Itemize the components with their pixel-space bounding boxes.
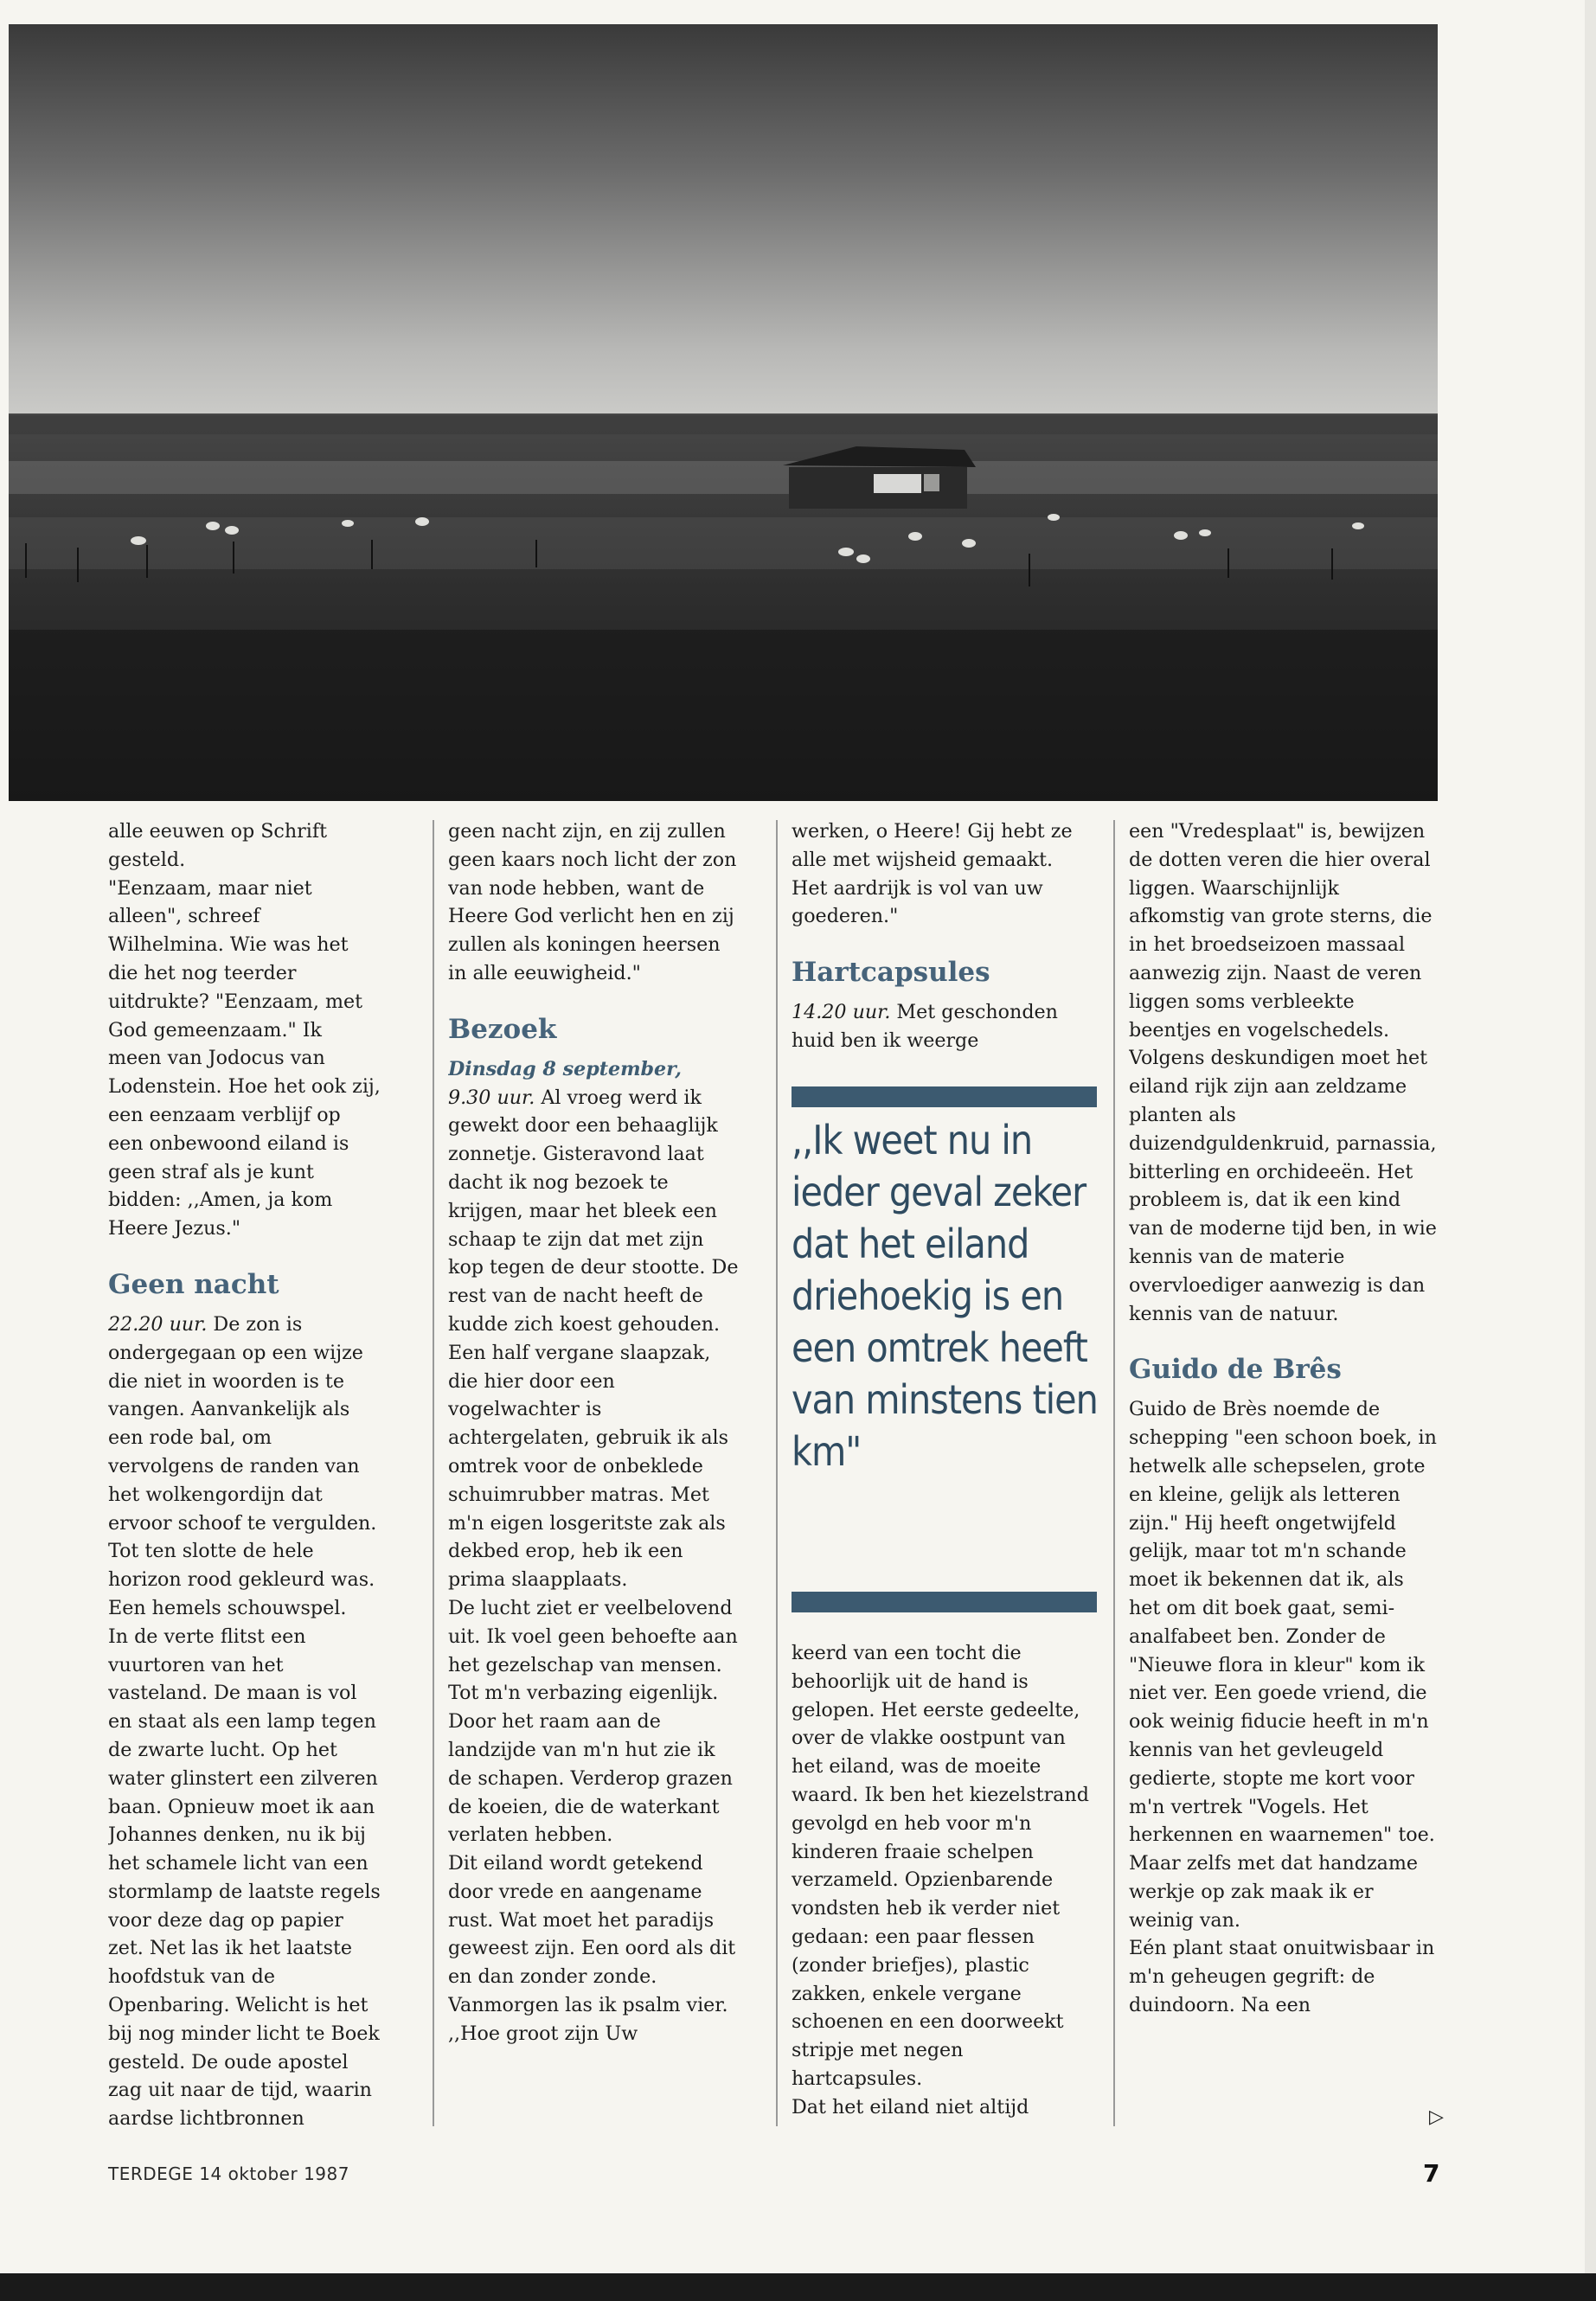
section-heading-bezoek: Bezoek bbox=[448, 1013, 557, 1045]
landscape-photo bbox=[9, 24, 1438, 801]
column-rule bbox=[1113, 820, 1115, 2126]
triangle-right-icon: ▷ bbox=[1429, 2106, 1444, 2128]
paragraph: In de verte flitst een vuurtoren van het vasteland. De maan is vol en staat als een lamp tegen de zwarte lucht. Op het water glinstert een zilveren baan. Opnieuw moet ik aan Johannes denken, nu ik bij het schamele licht van een stormlamp de laatste regels voor deze dag op papier zet. Net las ik het laatste hoofdstuk van de Openbaring. Welicht is het bij nog minder licht te Boek gesteld. De oude apostel zag uit naar de tijd, waarin aardse lichtbronnen bbox=[108, 1625, 381, 2131]
column-rule bbox=[776, 820, 778, 2126]
paragraph: alle eeuwen op Schrift gesteld. bbox=[108, 820, 327, 871]
paragraph-text: Met geschonden huid ben ik weerge bbox=[792, 1001, 1058, 1052]
paragraph: Guido de Brès noemde de schepping "een schoon boek, in hetwelk alle schepselen, grote en kleine, gelijk als letteren zijn." Hij heeft ongetwijfeld gelijk, maar tot m'n schande moet ik bekennen dat ik, als het om dit boek gaat, semi-analfabeet ben. Zonder de "Nieuwe flora in kleur" kom ik niet ver. Een goede vriend, die ook weinig fiducie heeft in m'n kennis van het gevleugeld gedierte, stopte me kort voor m'n vertrek "Vogels. Het herkennen en waarnemen" toe. Maar zelfs met dat handzame werkje op zak maak ik er weinig van. bbox=[1129, 1398, 1437, 1932]
page-number: 7 bbox=[1423, 2159, 1440, 2188]
pull-quote-bar-bottom bbox=[792, 1592, 1097, 1612]
article-column-2 bbox=[448, 817, 744, 2132]
timestamp: 22.20 uur. bbox=[108, 1312, 208, 1336]
paragraph-text: De zon is ondergegaan op een wijze die niet in woorden is te vangen. Aanvankelijk als een rode bal, om vervolgens de randen van het wolkengordijn dat ervoor schoof te vergulden. Tot ten slotte de hele horizon rood gekleurd was. Een hemels schouwspel. bbox=[108, 1312, 377, 1619]
timestamp: 14.20 uur. bbox=[792, 1001, 891, 1024]
paragraph bbox=[108, 1311, 381, 1623]
scan-edge-bottom bbox=[0, 2273, 1596, 2301]
article-column-4 bbox=[1129, 817, 1440, 2132]
timestamp: 9.30 uur. bbox=[448, 1086, 535, 1109]
paragraph: Volgens deskundigen moet het eiland rijk zijn aan zeldzame planten als duizendguldenkruid, parnassia, bitterling en orchideeën. Het probleem is, dat ik een kind van de moderne tijd ben, in wie kennis van de materie overvloediger aanwezig is dan kennis van de natuur. bbox=[1129, 1047, 1437, 1325]
paragraph: geen nacht zijn, en zij zullen geen kaars noch licht der zon van node hebben, want de Heere God verlicht hen en zij zullen als koningen heersen in alle eeuwigheid." bbox=[448, 820, 737, 984]
paragraph: een "Vredesplaat" is, bewijzen de dotten veren die hier overal liggen. Waarschijnlijk afkomstig van grote sterns, die in het broedseizoen massaal aanwezig zijn. Naast de veren liggen soms verbleekte beentjes en vogelschedels. bbox=[1129, 820, 1433, 1042]
paragraph: "Eenzaam, maar niet alleen", schreef Wilhelmina. Wie was het die het nog teerder uitdrukte? "Eenzaam, met God gemeenzaam." Ik meen van Jodocus van Lodenstein. Hoe het ook zij, een eenzaam verblijf op een onbewoond eiland is geen straf als je kunt bidden: ,,Amen, ja kom Heere Jezus." bbox=[108, 876, 381, 1240]
paragraph-text: Al vroeg werd ik gewekt door een behaaglijk zonnetje. Gisteravond laat dacht ik nog bezoek te krijgen, maar het bleek een schaap te zijn dat met zijn kop tegen de deur stootte. De rest van de nacht heeft de kudde zich koest gehouden. Een half vergane slaapzak, die hier door een vogelwachter is achtergelaten, gebruik ik als omtrek voor de onbeklede schuimrubber matras. Met m'n eigen losgeritste zak als dekbed erop, heb ik een prima slaapplaats. bbox=[448, 1086, 739, 1592]
section-heading-geen-nacht: Geen nacht bbox=[108, 1268, 279, 1300]
paragraph: werken, o Heere! Gij hebt ze alle met wijsheid gemaakt. Het aardrijk is vol van uw goederen." bbox=[792, 820, 1073, 928]
paragraph: Dat het eiland niet altijd bbox=[792, 2095, 1029, 2118]
section-heading-hartcapsules: Hartcapsules bbox=[792, 957, 990, 989]
paragraph: De lucht ziet er veelbelovend uit. Ik voel geen behoefte aan het gezelschap van mensen. Tot m'n verbazing eigenlijk. Door het raam aan de landzijde van m'n hut zie ik de schapen. Verderop grazen de koeien, die de waterkant verlaten hebben. bbox=[448, 1596, 738, 1847]
landscape-photo-icon bbox=[9, 24, 1438, 801]
pull-quote: ,,Ik weet nu in ieder geval zeker dat het eiland driehoekig is en een omtrek heeft van minstens tien km" bbox=[792, 1117, 1098, 1475]
column-rule bbox=[433, 820, 434, 2126]
pull-quote-bar-top bbox=[792, 1086, 1097, 1107]
scan-edge bbox=[1585, 0, 1596, 2301]
paragraph bbox=[448, 1084, 744, 1594]
dateline: Dinsdag 8 september, bbox=[448, 1057, 682, 1080]
article-column-1 bbox=[108, 817, 381, 2132]
article-column-3-continued bbox=[792, 1639, 1094, 2122]
publication-line: TERDEGE 14 oktober 1987 bbox=[108, 2163, 349, 2184]
article-column-3 bbox=[792, 817, 1094, 1077]
paragraph: Eén plant staat onuitwisbaar in m'n geheugen gegrift: de duindoorn. Na een bbox=[1129, 1937, 1435, 2017]
paragraph: keerd van een tocht die behoorlijk uit de hand is gelopen. Het eerste gedeelte, over de vlakke oostpunt van het eiland, was de moeite waard. Ik ben het kiezelstrand gevolgd en heb voor m'n kinderen fraaie schelpen verzameld. Opzienbarende vondsten heb ik verder niet gedaan: een paar flessen (zonder briefjes), plastic zakken, enkele vergane schoenen en een doorweekt stripje met negen hartcapsules. bbox=[792, 1642, 1089, 2090]
paragraph: Dit eiland wordt getekend door vrede en aangename rust. Wat moet het paradijs geweest zijn. Een oord als dit en dan zonder zonde. Vanmorgen las ik psalm vier. ,,Hoe groot zijn Uw bbox=[448, 1852, 736, 2045]
section-heading-guido-de-bres: Guido de Brês bbox=[1129, 1354, 1342, 1386]
paragraph bbox=[792, 998, 1094, 1055]
